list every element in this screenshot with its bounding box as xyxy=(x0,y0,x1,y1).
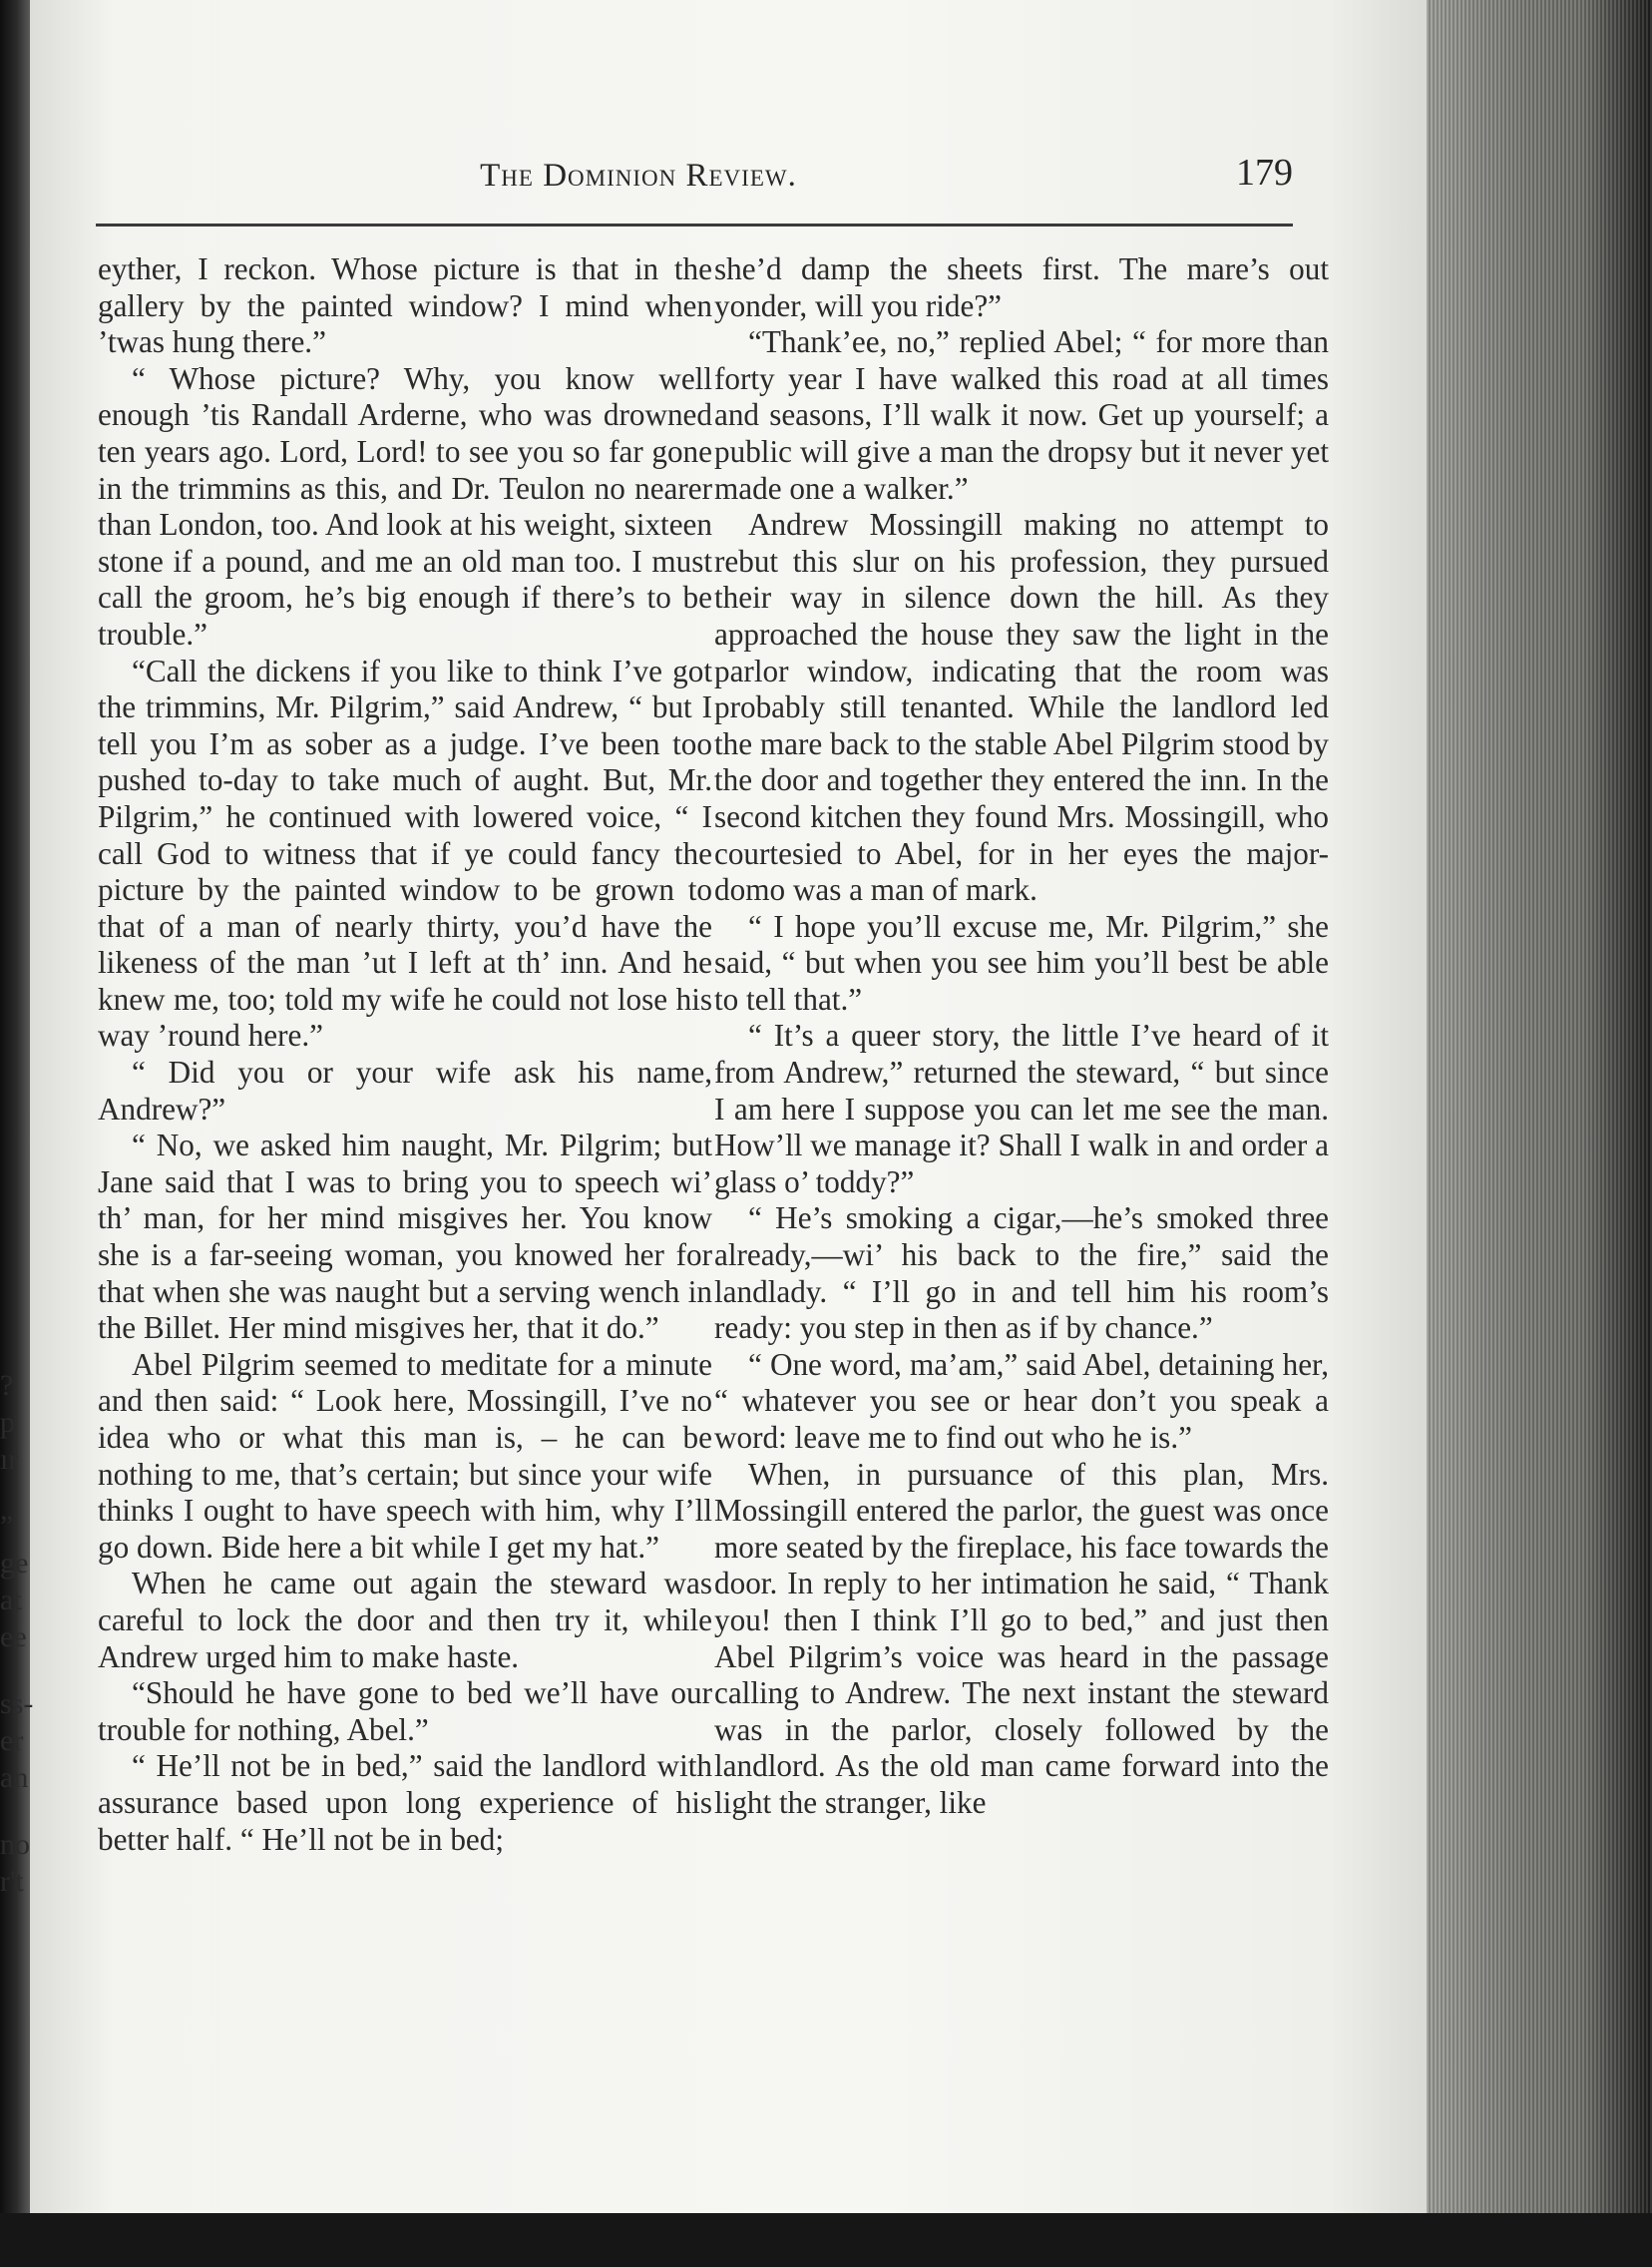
fragment: ee xyxy=(0,1620,27,1653)
fragment: ” xyxy=(0,1510,14,1543)
header-rule xyxy=(96,224,1293,227)
paragraph: “ No, we asked him naught, Mr. Pilgrim; but Jane said that I was to bring you to speech wi’ th’ man, for her mind misgives her. You know she is a far-seeing woman, you knowed her for that when she was naught but a serving wench in the Billet. Her mind misgives her, that it do.” xyxy=(98,1128,712,1346)
paragraph: “Should he have gone to bed we’ll have our trouble for nothing, Abel.” xyxy=(98,1675,712,1747)
fragment: an xyxy=(0,1761,29,1794)
paragraph: “ It’s a queer story, the little I’ve heard of it from Andrew,” returned the steward, “ but since I am here I suppose you can let me see the man. How’ll we manage it? Shall I walk in and order a glass o’ toddy?” xyxy=(714,1018,1329,1199)
paragraph: “Call the dickens if you like to think I’ve got the trimmins, Mr. Pilgrim,” said Andrew, “ but I tell you I’m as sober as a judge. I’ve been too pushed to-day to take much of aught. But, Mr. Pilgrim,” he continued with lowered voice, “ I call God to witness that if ye could fancy the picture by the painted window to be grown to that of a man of nearly thirty, you’d have the likeness of the man ’ut I left at th’ inn. And he knew me, too; told my wife he could not lose his way ’round here.” xyxy=(98,653,712,1054)
scan-bottom-edge xyxy=(0,2213,1652,2267)
paragraph: Andrew Mossingill making no attempt to rebut this slur on his profession, they pursued their way in silence down the hill. As they approached the house they saw the light in the parlor window, indicating that the room was probably still tenanted. While the landlord led the mare back to the stable Abel Pilgrim stood by the door and together they entered the inn. In the second kitchen they found Mrs. Mossingill, who courtesied to Abel, for in her eyes the major-domo was a man of mark. xyxy=(714,507,1329,908)
paragraph: “ He’s smoking a cigar,—he’s smoked three already,—wi’ his back to the fire,” said the landlady. “ I’ll go in and tell him his room’s ready: you step in then as if by chance.” xyxy=(714,1200,1329,1346)
paragraph: “Thank’ee, no,” replied Abel; “ for more than forty year I have walked this road at all times and seasons, I’ll walk it now. Get up yourself; a public will give a man the dropsy but it never yet made one a walker.” xyxy=(714,324,1329,506)
page-block-edges xyxy=(1427,0,1652,2267)
fragment: er xyxy=(0,1724,24,1757)
page-number: 179 xyxy=(1236,152,1293,194)
fragment: no xyxy=(0,1828,30,1861)
paragraph: “ Whose picture? Why, you know well enough ’tis Randall Arderne, who was drowned ten years ago. Lord, Lord! to see you so far gone in the trimmins as this, and Dr. Teulon no nearer than London, too. And look at his weight, sixteen stone if a pound, and me an old man too. I must call the groom, he’s big enough if there’s to be trouble.” xyxy=(98,360,712,652)
fragment: ır xyxy=(0,1443,19,1476)
page-header xyxy=(96,138,1293,224)
fragment: at xyxy=(0,1584,22,1616)
fragment: ? xyxy=(0,1369,14,1402)
fragment: r't xyxy=(0,1865,24,1898)
paragraph: Abel Pilgrim seemed to meditate for a minute and then said: “ Look here, Mossingill, I’ve no idea who or what this man is, – he can be nothing to me, that’s certain; but since your wife thinks I ought to have speech with him, why I’ll go down. Bide here a bit while I get my hat.” xyxy=(98,1346,712,1565)
running-title: The Dominion Review. xyxy=(480,158,797,194)
paragraph: eyther, I reckon. Whose picture is that in the gallery by the painted window? I mind when ’twas hung there.” xyxy=(98,251,712,360)
paragraph: “ Did you or your wife ask his name, Andrew?” xyxy=(98,1055,712,1127)
paragraph: When, in pursuance of this plan, Mrs. Mossingill entered the parlor, the guest was once more seated by the fireplace, his face towards the door. In reply to her intimation he said, “ Thank you! then I think I’ll go to bed,” and just then Abel Pilgrim’s voice was heard in the passage calling to Andrew. The next instant the steward was in the parlor, closely followed by the landlord. As the old man came forward into the light the stranger, like xyxy=(714,1456,1329,1820)
paragraph: When he came out again the steward was careful to lock the door and then try it, while Andrew urged him to make haste. xyxy=(98,1566,712,1674)
fragment: ss- xyxy=(0,1687,34,1720)
paragraph: “ I hope you’ll excuse me, Mr. Pilgrim,” she said, “ but when you see him you’ll best be able to tell that.” xyxy=(714,908,1329,1017)
fragment: p xyxy=(0,1406,15,1439)
paragraph: “ One word, ma’am,” said Abel, detaining her, “ whatever you see or hear don’t you speak a word: leave me to find out who he is.” xyxy=(714,1346,1329,1455)
text-column-left xyxy=(98,251,712,1858)
paragraph: “ He’ll not be in bed,” said the landlord with assurance based upon long experience of his better half. “ He’ll not be in bed; xyxy=(98,1748,712,1857)
adjacent-page-fragments xyxy=(0,1367,62,1986)
fragment: ge xyxy=(0,1547,29,1580)
paragraph: she’d damp the sheets first. The mare’s out yonder, will you ride?” xyxy=(714,251,1329,323)
text-column-right xyxy=(714,251,1329,1822)
